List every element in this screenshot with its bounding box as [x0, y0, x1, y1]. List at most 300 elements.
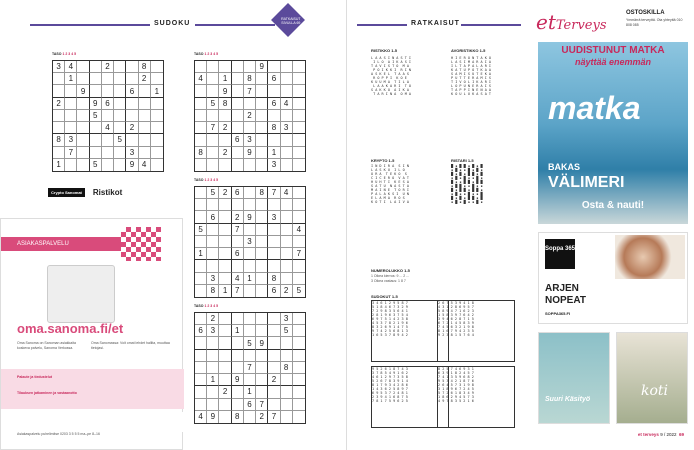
sudoku-cell: [90, 122, 102, 134]
sudoku-cell: [65, 122, 77, 134]
sudoku-cell: [77, 147, 89, 159]
sudoku-cell: [219, 199, 231, 211]
sudoku-cell: 5: [296, 286, 302, 296]
sudoku-cell: 4: [281, 187, 293, 199]
sudoku-cell: [207, 134, 219, 146]
sudoku-cell: 2: [126, 122, 138, 134]
kasityo-ad[interactable]: [538, 332, 610, 424]
sudoku-cell: [293, 159, 305, 171]
sudoku-cell: 4: [195, 411, 207, 423]
sudoku-cell: [151, 122, 163, 134]
sudoku-cell: [268, 337, 280, 349]
sudoku-solution-1: 3 4 6 1 2 9 5 8 7 5 1 8 4 6 7 3 2 9 7 2 9 8 3 5 6 4 1 2 8 1 9 6 3 7 5 4 6 9 7 5 1 4 2 3 8 4 5 3 7 8 2 1 9 6 8 3 2 6 9 1 4 7 5 9 7 4 2 5 6 8 1 3 1 6 5 3 7 8 9 4 2: [371, 300, 449, 362]
sudoku-cell: [281, 386, 293, 398]
sudoku-cell: [53, 73, 65, 85]
sudoku-cell: [293, 325, 305, 337]
sudoku-cell: [195, 159, 207, 171]
sudoku-cell: [195, 134, 207, 146]
sudoku-cell: [219, 236, 231, 248]
soppa-url: SOPPA365.FI: [545, 311, 571, 316]
sudoku-cell: [293, 337, 305, 349]
sudoku-cell: [293, 350, 305, 362]
sudoku-cell: 9: [244, 147, 256, 159]
sudoku-cell: [256, 325, 268, 337]
sudoku-cell: [114, 61, 126, 73]
sudoku-cell: [53, 110, 65, 122]
sudoku-cell: [219, 211, 231, 223]
sudoku-cell: 7: [244, 362, 256, 374]
sudoku-cell: [256, 147, 268, 159]
sudoku-level-tag: TASO 1 2 3 4 5: [194, 52, 219, 56]
sudoku-cell: [232, 73, 244, 85]
sudoku-cell: 9: [244, 211, 256, 223]
sudoku-cell: [268, 61, 280, 73]
sudoku-cell: [114, 147, 126, 159]
customer-service-panel: [0, 218, 183, 450]
sudoku-cell: 4: [281, 98, 293, 110]
sudoku-cell: [268, 85, 280, 97]
sudoku-cell: [293, 362, 305, 374]
sudoku-cell: 4: [102, 122, 114, 134]
sudoku-cell: 8: [232, 411, 244, 423]
sudoku-cell: [281, 110, 293, 122]
sudoku-cell: [293, 147, 305, 159]
sudoku-cell: [281, 61, 293, 73]
sudoku-cell: 2: [219, 386, 231, 398]
sudoku-cell: 1: [232, 325, 244, 337]
sudoku-cell: [195, 362, 207, 374]
sudoku-cell: 4: [65, 61, 77, 73]
sudoku-cell: [219, 159, 231, 171]
sudoku-cell: [281, 224, 293, 236]
sudoku-cell: 6: [207, 211, 219, 223]
header-line: [30, 24, 150, 26]
numerolukko-answer: 1 Oikea kierros: 9 ... 2 ... 3 Oikea vastaus: 1 8 7: [371, 274, 410, 283]
sudoku-cell: 5: [114, 134, 126, 146]
sudoku-cell: [77, 110, 89, 122]
sudoku-grid-4: [194, 312, 306, 424]
sudoku-cell: [281, 411, 293, 423]
sudoku-cell: [53, 147, 65, 159]
sudoku-cell: [90, 73, 102, 85]
sudoku-cell: [219, 350, 231, 362]
sudoku-cell: 9: [207, 411, 219, 423]
sudoku-cell: [268, 110, 280, 122]
header-line: [461, 24, 521, 26]
sudoku-cell: [219, 374, 231, 386]
sudoku-cell: [139, 110, 151, 122]
sudoku-cell: [281, 248, 293, 260]
sudoku-cell: [102, 134, 114, 146]
sudoku-cell: 7: [232, 224, 244, 236]
sudoku-cell: 6: [232, 187, 244, 199]
sudoku-cell: [219, 362, 231, 374]
sudoku-cell: [219, 134, 231, 146]
sudoku-cell: [256, 199, 268, 211]
sudoku-cell: [77, 134, 89, 146]
sudoku-cell: [293, 260, 305, 272]
sudoku-cell: [268, 313, 280, 325]
sudoku-cell: [65, 159, 77, 171]
sudoku-cell: [195, 273, 207, 285]
sudoku-cell: [256, 350, 268, 362]
sudoku-cell: 3: [268, 211, 280, 223]
sudoku-cell: 2: [219, 147, 231, 159]
sudoku-cell: [126, 110, 138, 122]
sudoku-cell: [102, 159, 114, 171]
sudoku-cell: [244, 61, 256, 73]
sudoku-cell: [293, 411, 305, 423]
sudoku-cell: [244, 260, 256, 272]
sudoku-cell: [293, 386, 305, 398]
sudoku-cell: 3: [126, 147, 138, 159]
sudoku-cell: [256, 273, 268, 285]
sudoku-cell: 8: [207, 285, 219, 297]
sudoku-cell: [195, 61, 207, 73]
sudoku-cell: [139, 98, 151, 110]
sudoku-cell: [293, 236, 305, 248]
sudoku-cell: [281, 350, 293, 362]
sudoku-cell: [232, 260, 244, 272]
sudoku-cell: 9: [90, 98, 102, 110]
sudoku-cell: [232, 386, 244, 398]
sudoku-cell: [232, 362, 244, 374]
crossword-solution: H I E R O N T A K O L A S I M A R A I A I L T A P A L A R I K A T U P O T K A A S A M I S U T E K A P U T T E R A M I S T I V O L I K A R I L O P U N E R A I S T A P P I N E N A A K O U L U K A S A T: [451, 56, 492, 96]
sudoku-cell: [256, 98, 268, 110]
sudoku-cell: [232, 199, 244, 211]
sudoku-cell: 6: [232, 248, 244, 260]
sudoku-cell: [268, 386, 280, 398]
footer-box: [1, 412, 184, 436]
sudoku-cell: 2: [219, 122, 231, 134]
sudoku-cell: 1: [207, 374, 219, 386]
sudoku-cell: [219, 411, 231, 423]
sudoku-cell: [219, 61, 231, 73]
sudoku-cell: 3: [281, 313, 293, 325]
sudoku-cell: [195, 374, 207, 386]
sudoku-cell: 6: [244, 399, 256, 411]
sudoku-cell: [293, 73, 305, 85]
ristikot-logo: Ristikot: [92, 188, 123, 197]
sudoku-solution-2: 2 6 7 5 3 9 4 1 8 4 3 1 2 8 6 9 5 7 5 8 9 4 7 1 6 2 3 1 5 8 3 9 7 6 4 2 3 9 4 6 2 8 7 1 5 6 7 2 1 4 5 8 3 9 7 4 5 6 3 2 1 9 8 8 1 6 7 9 4 2 3 5 9 2 3 8 1 5 7 6 4: [437, 300, 515, 362]
sudoku-cell: [219, 399, 231, 411]
sudoku-cell: 2: [139, 73, 151, 85]
soppa-logo: Soppa 365: [545, 239, 575, 269]
sudoku-cell: [256, 248, 268, 260]
service-url[interactable]: oma.sanoma.fi/et: [17, 321, 124, 336]
sudoku-cell: 7: [207, 122, 219, 134]
sudoku-cell: [195, 98, 207, 110]
sudoku-cell: [268, 325, 280, 337]
sudoku-cell: 8: [139, 61, 151, 73]
sudoku-cell: [256, 159, 268, 171]
sudoku-cell: [232, 350, 244, 362]
customer-service-bar: ASIAKASPALVELU: [1, 237, 121, 251]
sudoku-cell: 9: [77, 85, 89, 97]
kasityo-title: Suuri Käsityö: [545, 396, 591, 403]
sudoku-cell: [293, 374, 305, 386]
sudoku-cell: 6: [195, 325, 207, 337]
sudoku-cell: [256, 260, 268, 272]
sudoku-cell: [232, 61, 244, 73]
checker-pattern: [121, 227, 161, 261]
sudoku-cell: [244, 411, 256, 423]
sudoku-cell: 3: [65, 134, 77, 146]
sudoku-cell: 3: [207, 325, 219, 337]
sudoku-cell: 3: [244, 134, 256, 146]
sudoku-cell: [77, 98, 89, 110]
soppa-ad[interactable]: [538, 232, 688, 324]
sudoku-cell: [232, 147, 244, 159]
sudoku-cell: [207, 85, 219, 97]
service-text-1: Oma Sanoma on Sanoman asiakkaita koskeva palvelu, Sanoma Verkossa.: [17, 341, 76, 350]
sudoku-cell: [256, 386, 268, 398]
sudoku-cell: [102, 110, 114, 122]
crypto-solution: I N D I R A S I N L A S K U I L O O R A T E K O S C I C E R O V A T H U H T I K E S A S A T U N A S T A M A I N E T O R I P A L A K S I U N E L A M A R O S K O T I L A I V A: [371, 164, 409, 204]
sudoku-cell: 5: [90, 110, 102, 122]
crypto-logo: Crypto Sanomat: [48, 188, 85, 197]
sudoku-cell: 5: [207, 98, 219, 110]
solution-title: SUDOKUT 1-5: [371, 294, 398, 299]
sudoku-cell: [268, 134, 280, 146]
sudoku-cell: 4: [232, 273, 244, 285]
sudoku-cell: 1: [195, 248, 207, 260]
sudoku-cell: [256, 236, 268, 248]
sudoku-cell: [281, 337, 293, 349]
sudoku-cell: 7: [268, 411, 280, 423]
sudoku-cell: [102, 85, 114, 97]
sudoku-cell: [102, 147, 114, 159]
sudoku-cell: [77, 159, 89, 171]
cover-headline: UUDISTUNUT MATKA: [561, 45, 665, 56]
sudoku-cell: [232, 399, 244, 411]
sudoku-cell: 2: [102, 61, 114, 73]
sudoku-cell: [244, 374, 256, 386]
sudoku-cell: [232, 337, 244, 349]
sudoku-cell: [219, 224, 231, 236]
sudoku-cell: [232, 85, 244, 97]
sudoku-cell: [195, 110, 207, 122]
sudoku-cell: 3: [281, 122, 293, 134]
sudoku-cell: [256, 362, 268, 374]
sudoku-cell: [244, 248, 256, 260]
sudoku-cell: [114, 159, 126, 171]
sudoku-cell: 3: [53, 61, 65, 73]
sudoku-cell: 2: [281, 285, 293, 297]
cover-subheadline: näyttää enemmän: [574, 57, 652, 67]
sudoku-cell: [195, 285, 207, 297]
sudoku-cell: [293, 199, 305, 211]
solution-title: KRYPTO 1-5: [371, 158, 395, 163]
sudoku-cell: 1: [244, 386, 256, 398]
sudoku-cell: [256, 73, 268, 85]
sudoku-cell: [114, 73, 126, 85]
sudoku-cell: 1: [151, 85, 163, 97]
sudoku-cell: 1: [53, 159, 65, 171]
sudoku-cell: 8: [53, 134, 65, 146]
sudoku-cell: 8: [256, 187, 268, 199]
sudoku-cell: [244, 98, 256, 110]
device-illustration: [47, 265, 115, 323]
sudoku-cell: [293, 313, 305, 325]
sudoku-cell: [207, 399, 219, 411]
sudoku-cell: [195, 85, 207, 97]
sudoku-cell: 7: [232, 285, 244, 297]
sudoku-cell: [219, 313, 231, 325]
sudoku-cell: [151, 147, 163, 159]
sudoku-cell: 4: [139, 159, 151, 171]
sudoku-cell: 6: [126, 85, 138, 97]
sudoku-cell: [281, 134, 293, 146]
koti-ad[interactable]: [616, 332, 688, 424]
sudoku-cell: [244, 313, 256, 325]
sudoku-cell: [256, 134, 268, 146]
sudoku-cell: 9: [232, 374, 244, 386]
sudoku-cell: [232, 313, 244, 325]
sudoku-cell: [268, 350, 280, 362]
sudoku-cell: [281, 260, 293, 272]
sudoku-cell: [207, 224, 219, 236]
sudoku-cell: [281, 85, 293, 97]
sudoku-level-tag: TASO 1 2 3 4 5: [194, 178, 219, 182]
sudoku-cell: 7: [256, 399, 268, 411]
sudoku-cell: 8: [268, 273, 280, 285]
sudoku-cell: [293, 98, 305, 110]
sudoku-cell: [126, 98, 138, 110]
cover-cta: Osta & nauti!: [581, 200, 645, 211]
sudoku-level-tag: TASO 1 2 3 4 5: [52, 52, 77, 56]
sudoku-cell: [151, 73, 163, 85]
sudoku-cell: 3: [207, 273, 219, 285]
sudoku-cell: [256, 85, 268, 97]
sudoku-cell: 4: [293, 224, 305, 236]
sudoku-cell: [77, 122, 89, 134]
sudoku-cell: [293, 61, 305, 73]
sudoku-cell: [281, 374, 293, 386]
sudoku-cell: [114, 110, 126, 122]
sudoku-cell: 6: [232, 134, 244, 146]
sudoku-cell: [281, 399, 293, 411]
sudoku-cell: [207, 236, 219, 248]
sudoku-cell: [219, 273, 231, 285]
sudoku-cell: [244, 187, 256, 199]
sudoku-cell: 2: [268, 374, 280, 386]
sudoku-cell: 9: [256, 337, 268, 349]
sudoku-cell: [281, 199, 293, 211]
service-contact: Asiakaspalvelu puhelimitse 0203 3 5 5 5 ma–pe 8–16: [17, 432, 100, 436]
sudoku-cell: [207, 199, 219, 211]
page-title: SUDOKU: [154, 20, 191, 27]
sudoku-cell: [281, 211, 293, 223]
sudoku-cell: [232, 159, 244, 171]
sudoku-cell: [65, 98, 77, 110]
cover-bakas: BAKAS: [548, 162, 581, 172]
sudoku-cell: [65, 85, 77, 97]
sudoku-cell: [293, 399, 305, 411]
sudoku-cell: [232, 236, 244, 248]
sudoku-cell: [77, 73, 89, 85]
sudoku-cell: [244, 159, 256, 171]
sudoku-cell: [244, 285, 256, 297]
sudoku-cell: 1: [219, 73, 231, 85]
sudoku-cell: [293, 187, 305, 199]
sudoku-cell: 8: [244, 73, 256, 85]
sudoku-cell: [293, 85, 305, 97]
sudoku-cell: [232, 110, 244, 122]
sudoku-cell: 6: [268, 98, 280, 110]
sudoku-cell: [268, 236, 280, 248]
sudoku-cell: [126, 73, 138, 85]
sudoku-cell: 2: [207, 313, 219, 325]
header-line: [357, 24, 407, 26]
crossword-solution: L A A S I N A S T I I L O A I K A S I T A V I S T O M A P O I K K I R I N A S K E L T A A S R O P P I K O E K U U M A T I L A L A A K A R I T O S A K K O A I K A T A R I N A O M A: [371, 56, 412, 96]
sudoku-cell: [90, 61, 102, 73]
sudoku-cell: [219, 260, 231, 272]
sudoku-cell: [195, 313, 207, 325]
sudoku-cell: 8: [268, 122, 280, 134]
service-text-2: Oma Sanomassa: Voit omat lehdet hallita, muuttaa tietojasi.: [91, 341, 170, 350]
sudoku-cell: [219, 110, 231, 122]
sudoku-cell: 1: [65, 73, 77, 85]
sudoku-cell: [256, 313, 268, 325]
sudoku-solution-3: 9 5 2 6 1 8 7 4 3 3 7 8 5 4 9 1 6 2 4 6 1 2 9 7 3 5 8 5 2 6 7 8 3 9 1 4 8 1 7 9 3 4 2 8 6 1 4 3 6 2 5 8 9 7 6 9 5 3 7 2 4 8 1 2 3 9 4 1 6 8 7 5 7 8 1 7 5 9 6 2 5: [371, 366, 449, 428]
sudoku-cell: [102, 73, 114, 85]
sudoku-cell: [207, 61, 219, 73]
sudoku-cell: [114, 85, 126, 97]
sudoku-cell: 2: [219, 187, 231, 199]
sudoku-cell: [268, 248, 280, 260]
cover-valimeri: VÄLIMERI: [548, 174, 625, 191]
sudoku-cell: [281, 236, 293, 248]
sudoku-cell: [219, 325, 231, 337]
sudoku-cell: 6: [268, 73, 280, 85]
sudoku-cell: [293, 134, 305, 146]
sudoku-cell: [244, 325, 256, 337]
ostos-subtext: Ymmärrä terveyttä. Ota yhteyttä 010 808 085: [626, 18, 683, 27]
sudoku-cell: 8: [281, 362, 293, 374]
magazine-cover[interactable]: [538, 42, 688, 224]
sudoku-cell: [195, 199, 207, 211]
sudoku-cell: [114, 98, 126, 110]
sudoku-cell: [195, 187, 207, 199]
publisher-logos: [48, 188, 122, 197]
solution-title: RISTIKKO 1-5: [371, 48, 398, 53]
sudoku-cell: [293, 273, 305, 285]
sudoku-cell: [207, 159, 219, 171]
sudoku-cell: [207, 350, 219, 362]
sudoku-cell: 2: [244, 110, 256, 122]
sudoku-cell: [293, 110, 305, 122]
sudoku-cell: [207, 73, 219, 85]
sudoku-cell: [232, 122, 244, 134]
sudoku-cell: [151, 61, 163, 73]
sudoku-cell: [195, 122, 207, 134]
sudoku-cell: [244, 350, 256, 362]
sudoku-cell: [151, 159, 163, 171]
sudoku-cell: [281, 73, 293, 85]
sudoku-cell: [268, 199, 280, 211]
sudoku-cell: 6: [268, 285, 280, 297]
sudoku-cell: [268, 224, 280, 236]
sudoku-cell: [256, 374, 268, 386]
sudoku-cell: 5: [195, 224, 207, 236]
sudoku-cell: 1: [268, 147, 280, 159]
sudoku-cell: 1: [244, 273, 256, 285]
sudoku-cell: 4: [195, 73, 207, 85]
sudoku-cell: 7: [244, 85, 256, 97]
sudoku-cell: [219, 248, 231, 260]
sudoku-cell: 7: [268, 187, 280, 199]
